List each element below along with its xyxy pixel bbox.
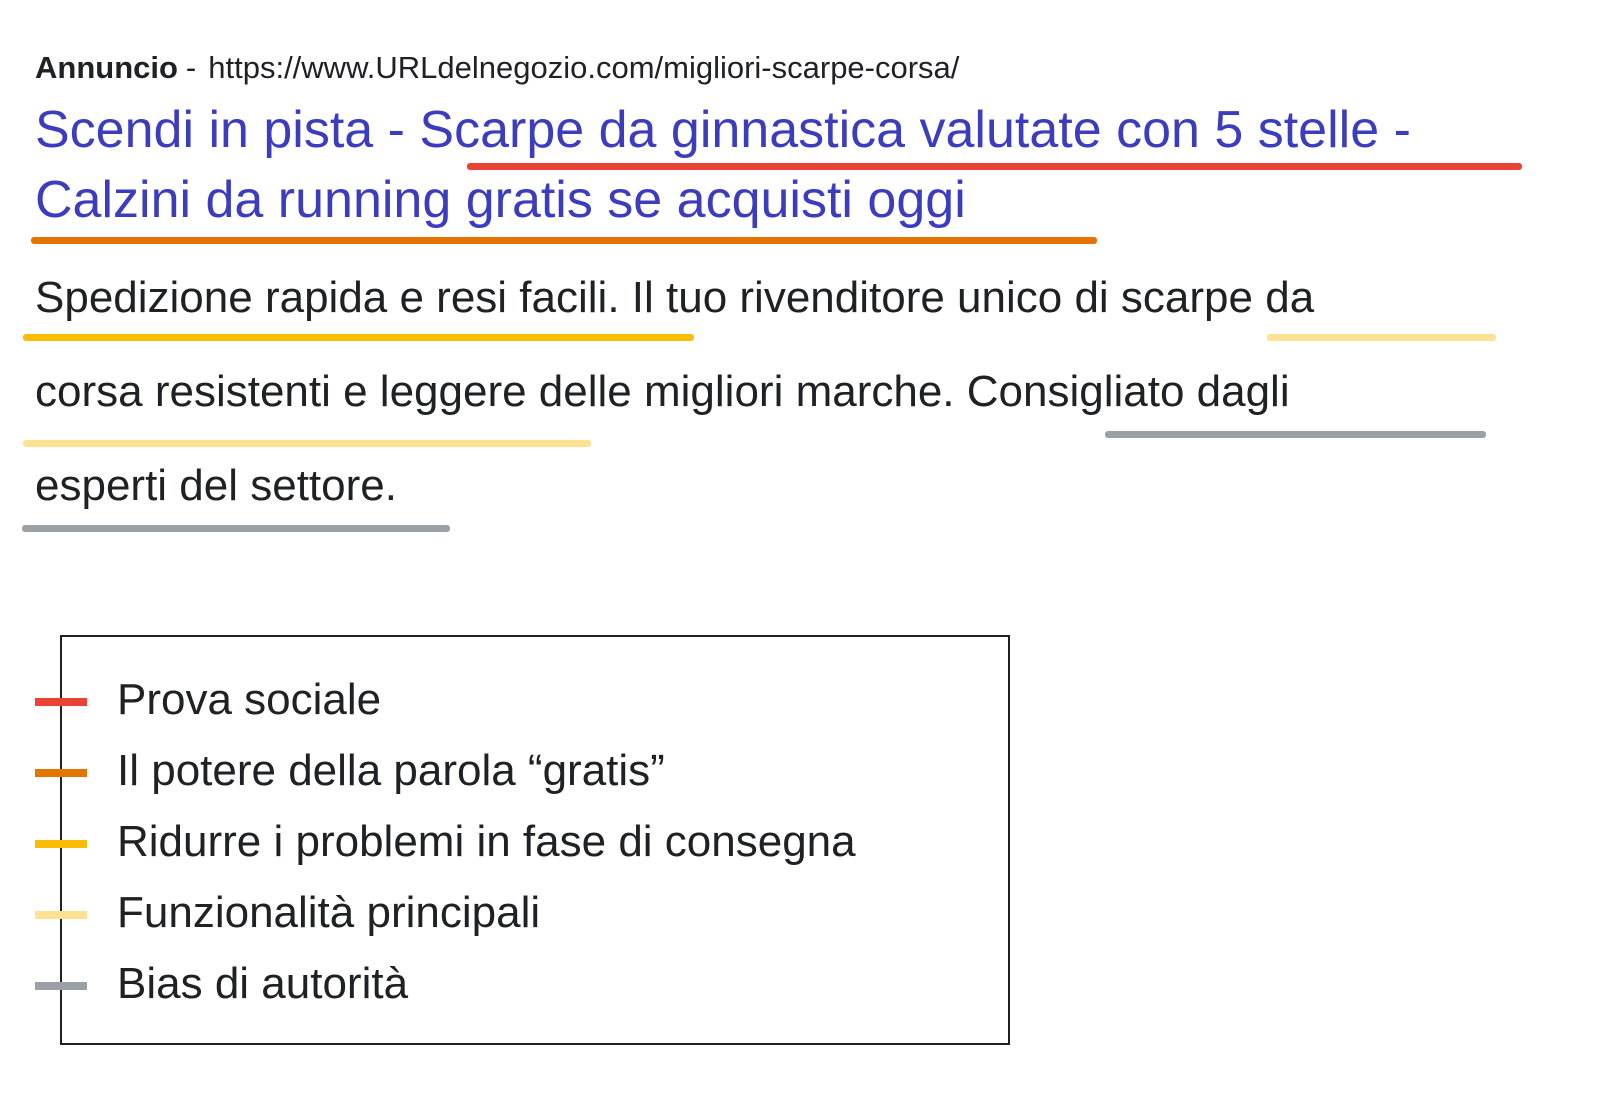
legend-label: Funzionalità principali (117, 888, 541, 937)
legend-label: Prova sociale (117, 675, 382, 724)
underline-main-features-1 (1267, 334, 1496, 341)
legend-swatch-icon (35, 911, 87, 919)
legend-swatch-icon (35, 698, 87, 706)
underline-free-word (31, 237, 1097, 244)
legend-swatch-icon (35, 769, 87, 777)
description-line-1: Spedizione rapida e resi facili. Il tuo rivenditore unico di scarpe da (35, 273, 1315, 322)
headline-line-2[interactable]: Calzini da running gratis se acquisti oggi (35, 171, 966, 229)
ad-separator: - (185, 50, 197, 85)
underline-social-proof (467, 163, 1522, 170)
legend-swatch-icon (35, 840, 87, 848)
ad-header (35, 46, 959, 90)
legend-label: Il potere della parola “gratis” (117, 746, 665, 795)
ad-url[interactable]: https://www.URLdelnegozio.com/migliori-scarpe-corsa/ (208, 50, 960, 85)
underline-authority-bias-2 (22, 525, 450, 532)
ad-label: Annuncio (35, 50, 178, 85)
legend-swatch-icon (35, 982, 87, 990)
legend-label: Bias di autorità (117, 959, 409, 1008)
headline-line-1[interactable]: Scendi in pista - Scarpe da ginnastica valutate con 5 stelle - (35, 101, 1411, 159)
description-line-2: corsa resistenti e leggere delle migliori marche. Consigliato dagli (35, 367, 1290, 416)
underline-authority-bias-1 (1105, 431, 1486, 438)
underline-main-features-2 (23, 440, 591, 447)
underline-delivery-problems (23, 334, 694, 341)
legend-label: Ridurre i problemi in fase di consegna (117, 817, 856, 866)
description-line-3: esperti del settore. (35, 461, 397, 510)
